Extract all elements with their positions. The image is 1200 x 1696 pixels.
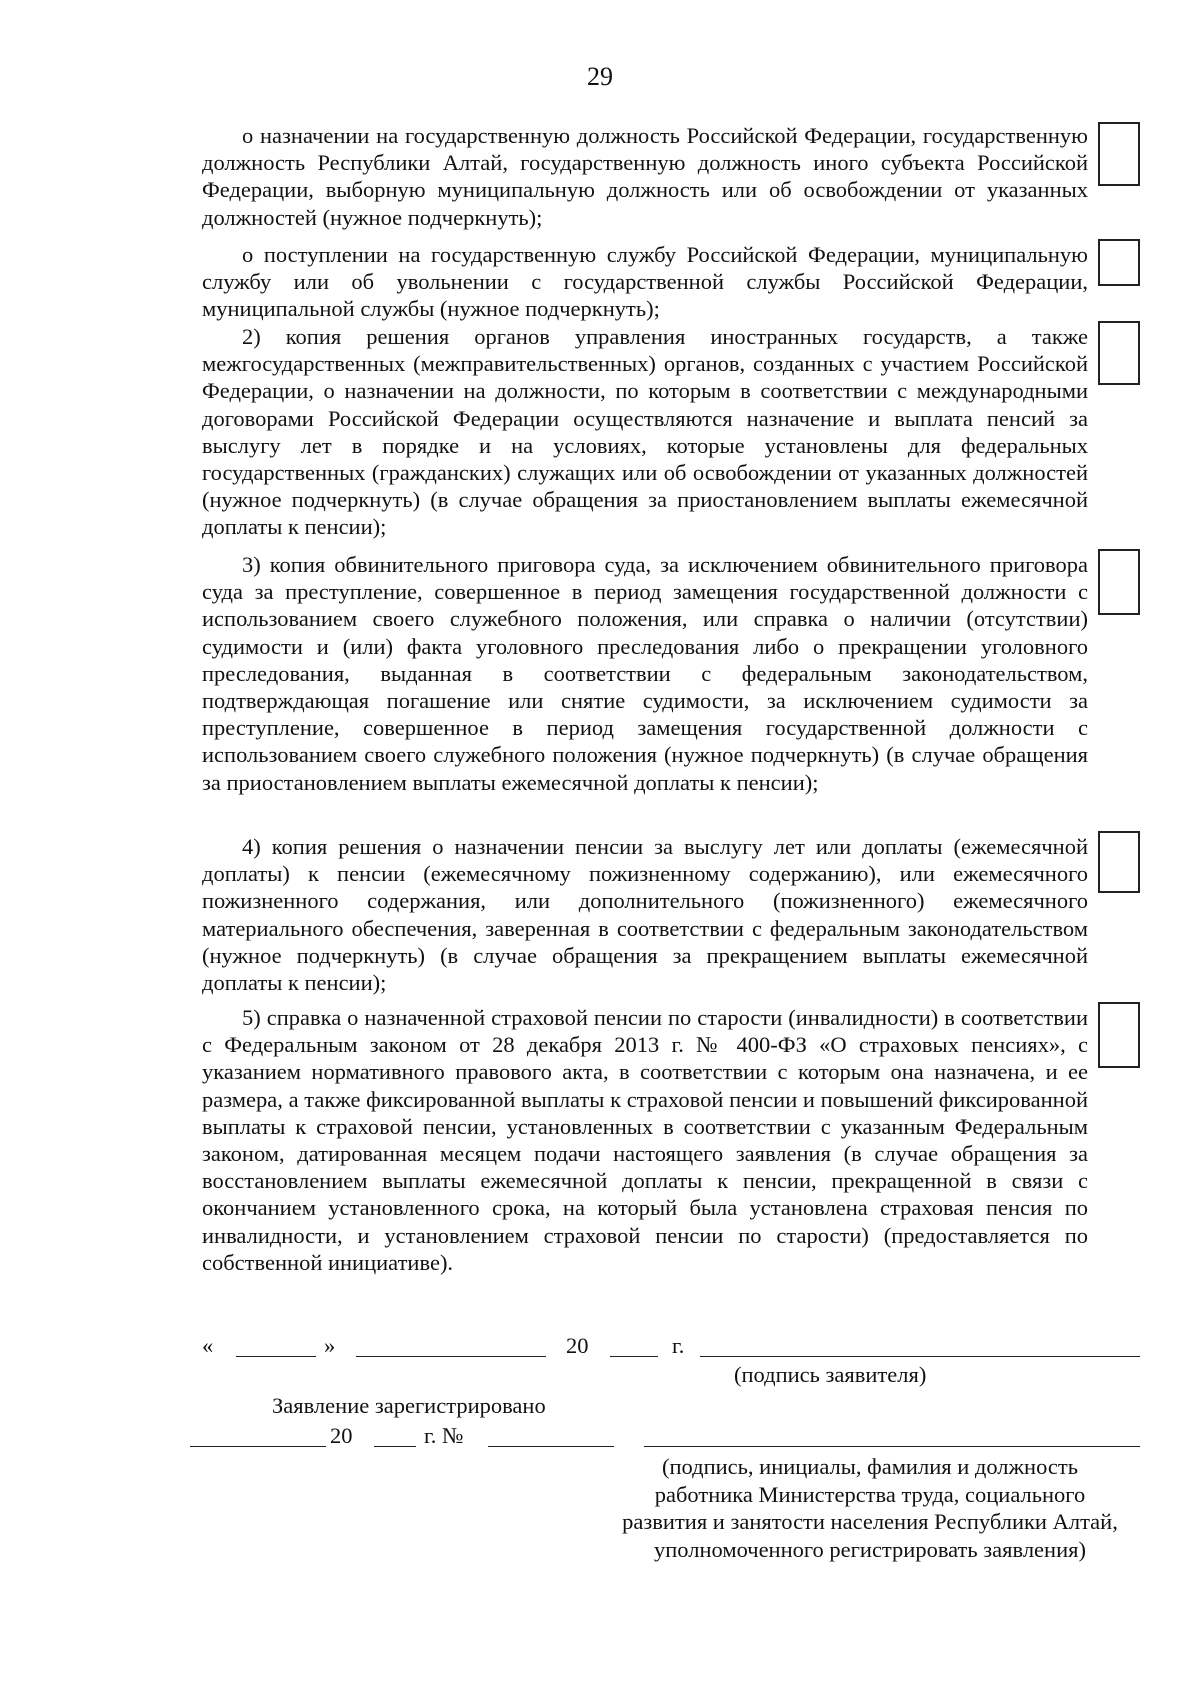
officer-signature-caption bbox=[590, 1453, 1150, 1563]
item-service-text: о поступлении на государственную службу Российской Федерации, муниципальную службу или об увольнении с государственной службы Российской Федерации, муниципальной службы (нужное подчеркнуть); bbox=[202, 242, 1088, 322]
checkbox-item-3[interactable] bbox=[1098, 549, 1140, 615]
checkbox-service[interactable] bbox=[1098, 239, 1140, 286]
officer-caption-line: работника Министерства труда, социального bbox=[654, 1481, 1086, 1507]
officer-caption-line: уполномоченного регистрировать заявления) bbox=[654, 1536, 1086, 1562]
registration-number-line[interactable] bbox=[488, 1446, 614, 1447]
checkbox-appointment[interactable] bbox=[1098, 122, 1140, 186]
item-3-text: 3) копия обвинительного приговора суда, за исключением обвинительного приговора суда за преступление, совершенное в период замещения государственной должности с использованием своего служебного положения, или справка о наличии (отсутствии) судимости и (или) факта уголовного преследования либо о прекращении уголовного преследования, выданная в соответствии с федеральным законодательством, подтверждающая погашение или снятие судимости, за исключением судимости за преступление, совершенное в период замещения государственной должности с использованием своего служебного положения (нужное подчеркнуть) (в случае обращения за приостановлением выплаты ежемесячной доплаты к пенсии); bbox=[202, 552, 1088, 795]
checkbox-item-2[interactable] bbox=[1098, 321, 1140, 385]
date-day-line[interactable] bbox=[236, 1356, 316, 1357]
checkbox-item-5[interactable] bbox=[1098, 1002, 1140, 1068]
date-year-prefix: 20 bbox=[566, 1333, 589, 1358]
item-appointment bbox=[202, 122, 1088, 231]
officer-signature-line[interactable] bbox=[644, 1446, 1140, 1447]
registration-label: Заявление зарегистрировано bbox=[272, 1393, 546, 1418]
registration-year-prefix: 20 bbox=[330, 1423, 353, 1448]
item-2-text: 2) копия решения органов управления иностранных государств, а также межгосударственных (межправительственных) органов, созданных с участием Российской Федерации, о назначении на должности, по которым в соответствии с международными договорами Российской Федерации осуществляются назначение и выплата пенсий за выслугу лет в порядке и на условиях, которые установлены для федеральных государственных (гражданских) служащих или об освобождении от указанных должностей (нужное подчеркнуть) (в случае обращения за приостановлением выплаты ежемесячной доплаты к пенсии); bbox=[202, 324, 1088, 540]
registration-year-suffix: г. № bbox=[424, 1423, 464, 1448]
officer-caption-line: (подпись, инициалы, фамилия и должность bbox=[661, 1454, 1078, 1479]
item-2 bbox=[202, 323, 1088, 541]
checkbox-item-4[interactable] bbox=[1098, 831, 1140, 893]
item-appointment-text: о назначении на государственную должность Российской Федерации, государственную должность Республики Алтай, государственную должность иного субъекта Российской Федерации, выборную муниципальную должность или об освобождении от указанных должностей (нужное подчеркнуть); bbox=[202, 123, 1088, 230]
officer-caption-line: развития и занятости населения Республики Алтай, bbox=[622, 1509, 1118, 1534]
date-quote-open: « bbox=[202, 1333, 214, 1358]
item-4 bbox=[202, 833, 1088, 996]
date-month-line[interactable] bbox=[356, 1356, 546, 1357]
applicant-signature-line[interactable] bbox=[700, 1356, 1140, 1357]
item-service bbox=[202, 241, 1088, 323]
applicant-signature-caption: (подпись заявителя) bbox=[734, 1362, 927, 1387]
page-number: 29 bbox=[587, 62, 613, 91]
date-year-line[interactable] bbox=[610, 1356, 658, 1357]
item-5 bbox=[202, 1004, 1088, 1276]
item-5-text: 5) справка о назначенной страховой пенсии по старости (инвалидности) в соответствии с Федеральным законом от 28 декабря 2013 г. № 400-ФЗ «О страховых пенсиях», с указанием нормативного правового акта, в соответствии с которым она назначена, и ее размера, а также фиксированной выплаты к страховой пенсии и повышений фиксированной выплаты к страховой пенсии, установленных в соответствии с указанным Федеральным законом, датированная месяцем подачи настоящего заявления (в случае обращения за восстановлением выплаты ежемесячной доплаты к пенсии, прекращенной в связи с окончанием установленного срока, на который была установлена страховая пенсия по инвалидности, и установлением страховой пенсии по старости) (предоставляется по собственной инициативе). bbox=[202, 1005, 1088, 1275]
item-3 bbox=[202, 551, 1088, 796]
item-4-text: 4) копия решения о назначении пенсии за выслугу лет или доплаты (ежемесячной доплаты) к пенсии (ежемесячному пожизненному содержанию), или ежемесячного пожизненного содержания, или дополнительного (пожизненного) ежемесячного материального обеспечения, заверенная в соответствии с федеральным законодательством (нужное подчеркнуть) (в случае обращения за прекращением выплаты ежемесячной доплаты к пенсии); bbox=[202, 834, 1088, 996]
registration-date-line[interactable] bbox=[190, 1446, 326, 1447]
date-quote-close: » bbox=[324, 1333, 336, 1358]
date-year-suffix: г. bbox=[672, 1333, 685, 1358]
registration-year-line[interactable] bbox=[374, 1446, 416, 1447]
